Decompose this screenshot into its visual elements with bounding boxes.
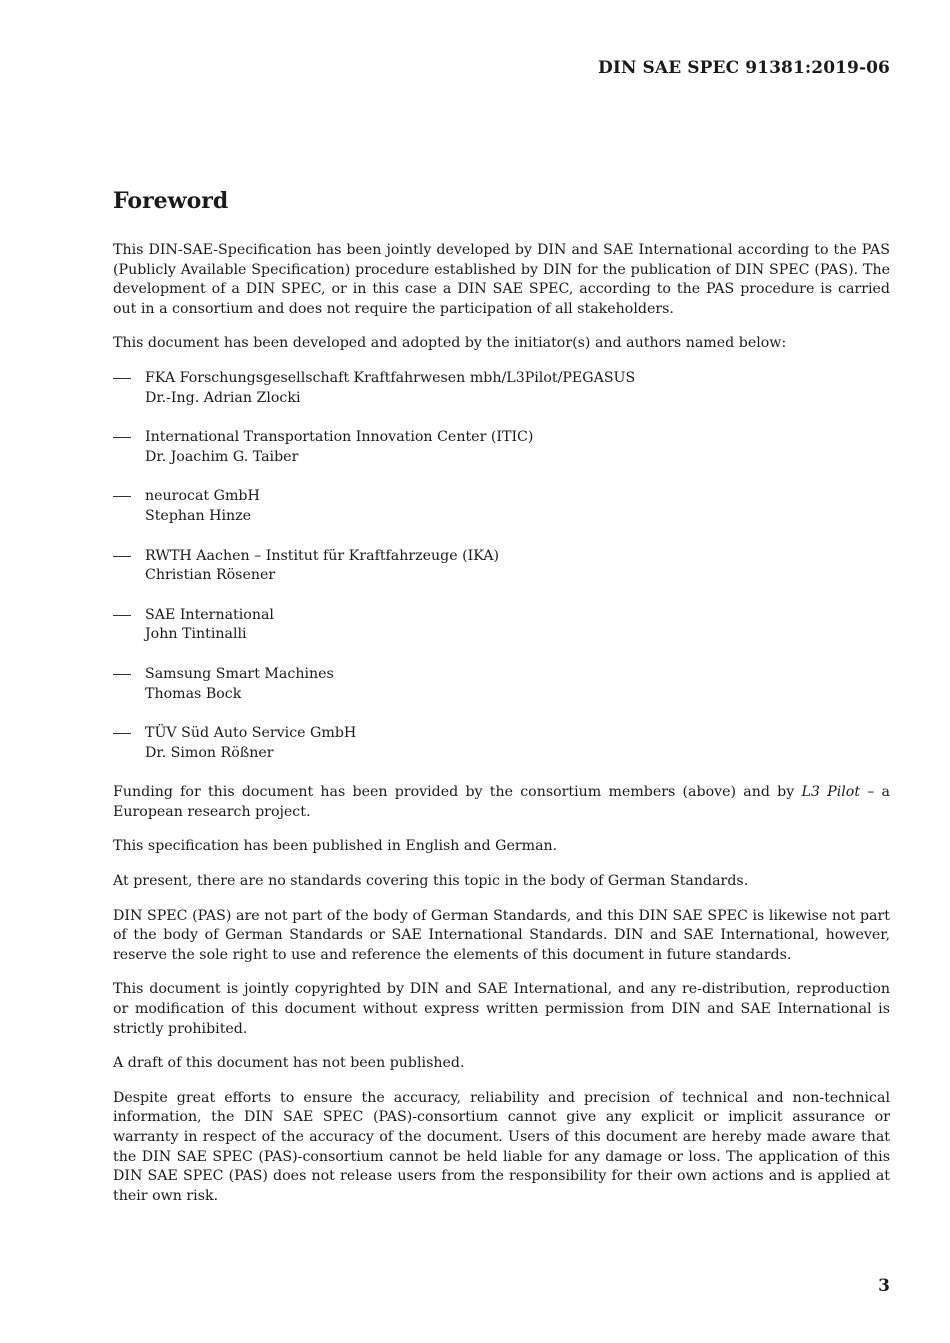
dash-bullet: [113, 615, 131, 616]
author-org: neurocat GmbH: [145, 488, 260, 505]
disclaimer-paragraph: Despite great efforts to ensure the accuracy, reliability and precision of technical and non-technical information, the DIN SAE SPEC (PAS)-consortium cannot give any explicit or implicit assurance or warranty in respect of the accuracy of the document. Users of this document are hereby made aware that the DIN SAE SPEC (PAS)-consortium cannot be held liable for any damage or loss. The application of this DIN SAE SPEC (PAS) does not release users from the responsibility for their own actions and is applied at their own risk.: [113, 1089, 890, 1204]
dash-bullet: [113, 378, 131, 379]
dash-bullet: [113, 674, 131, 675]
list-item: [113, 547, 890, 586]
author-person: Dr. Simon Rößner: [145, 744, 274, 761]
author-person: John Tintinalli: [145, 626, 247, 643]
list-item: [113, 665, 890, 704]
list-item: [113, 487, 890, 526]
author-org: RWTH Aachen – Institut für Kraftfahrzeuge (IKA): [145, 547, 500, 564]
dash-bullet: [113, 733, 131, 734]
author-person: Dr.-Ing. Adrian Zlocki: [145, 389, 301, 406]
list-item: [113, 428, 890, 467]
copyright-paragraph: This document is jointly copyrighted by DIN and SAE International, and any re-distribution, reproduction or modification of this document without express written permission from DIN and SAE International is strictly prohibited.: [113, 981, 890, 1037]
author-person: Stephan Hinze: [145, 507, 252, 524]
project-name: L3 Pilot: [801, 784, 861, 801]
author-org: TÜV Süd Auto Service GmbH: [145, 725, 357, 742]
dash-bullet: [113, 496, 131, 497]
page-number: 3: [878, 1276, 890, 1296]
language-paragraph: This specification has been published in English and German.: [113, 838, 558, 855]
funding-paragraph: [113, 783, 890, 822]
authors-intro-paragraph: This document has been developed and adopted by the initiator(s) and authors named below:: [113, 335, 787, 352]
draft-paragraph: A draft of this document has not been published.: [113, 1055, 465, 1072]
author-person: Dr. Joachim G. Taiber: [145, 448, 299, 465]
funding-text-before: Funding for this document has been provided by the consortium members (above) and by: [113, 784, 802, 801]
author-person: Christian Rösener: [145, 567, 276, 584]
authors-list: [113, 369, 890, 763]
author-org: Samsung Smart Machines: [145, 665, 334, 682]
section-title: Foreword: [113, 188, 229, 214]
list-item: [113, 606, 890, 645]
author-org: FKA Forschungsgesellschaft Kraftfahrwesen mbh/L3Pilot/PEGASUS: [145, 369, 636, 386]
list-item: [113, 724, 890, 763]
funding-text-after: – a European research project.: [113, 784, 891, 820]
intro-paragraph: This DIN-SAE-Specification has been jointly developed by DIN and SAE International according to the PAS (Publicly Available Specification) procedure established by DIN for the publication of DIN SPEC (PAS). The development of a DIN SPEC, or in this case a DIN SAE SPEC, according to the PAS procedure is carried out in a consortium and does not require the participation of all stakeholders.: [113, 242, 890, 317]
author-person: Thomas Bock: [145, 685, 242, 702]
foreword-section: [113, 186, 890, 1221]
dash-bullet: [113, 556, 131, 557]
author-org: International Transportation Innovation Center (ITIC): [145, 429, 534, 446]
din-spec-paragraph: DIN SPEC (PAS) are not part of the body of German Standards, and this DIN SAE SPEC is likewise not part of the body of German Standards or SAE International Standards. DIN and SAE International, however, reserve the sole right to use and reference the elements of this document in future standards.: [113, 907, 890, 963]
standards-paragraph: At present, there are no standards covering this topic in the body of German Standards.: [113, 873, 749, 890]
author-org: SAE International: [145, 606, 274, 623]
dash-bullet: [113, 437, 131, 438]
document-code: DIN SAE SPEC 91381:2019-06: [597, 58, 890, 78]
list-item: [113, 369, 890, 408]
